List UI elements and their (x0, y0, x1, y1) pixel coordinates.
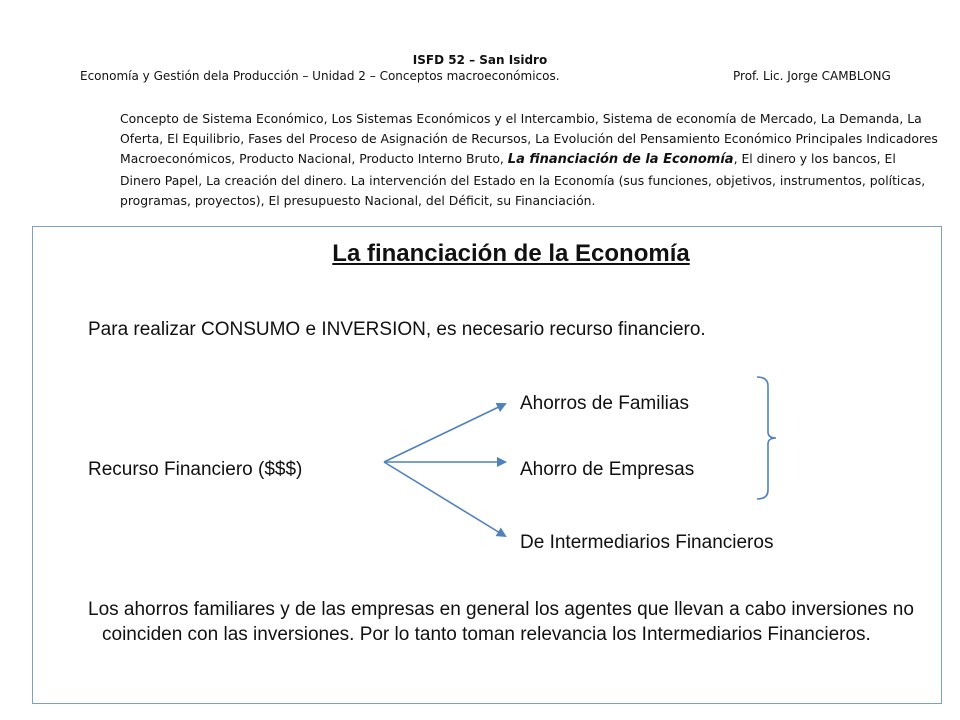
destination-families: Ahorros de Familias (520, 393, 689, 414)
header-institution: ISFD 52 – San Isidro (412, 53, 548, 67)
destination-intermediaries: De Intermediarios Financieros (520, 532, 774, 553)
slide-title: La financiación de la Economía (332, 240, 690, 267)
topics-highlight: La financiación de la Economía (507, 152, 734, 168)
conclusion-text: Los ahorros familiares y de las empresas en general los agentes que llevan a cabo inversiones no coinciden con las inversiones. Por lo tanto toman relevancia los Intermediarios Financieros. (88, 599, 914, 645)
source-label: Recurso Financiero ($$$) (88, 459, 303, 480)
topics-paragraph (120, 109, 940, 211)
topics-text-after: , El dinero y los bancos, El Dinero Papel, La creación del dinero. La intervención del Estado en la Economía (sus funciones, objetivos, instrumentos, políticas, programas, proyectos), El presupuesto Nacional, del Déficit, su Financiación. (120, 151, 926, 208)
destination-companies: Ahorro de Empresas (520, 459, 695, 480)
header-author: Prof. Lic. Jorge CAMBLONG (733, 69, 891, 83)
intro-text: Para realizar CONSUMO e INVERSION, es necesario recurso financiero. (88, 319, 706, 340)
topics-text-before: Concepto de Sistema Económico, Los Sistemas Económicos y el Intercambio, Sistema de economía de Mercado, La Demanda, La Oferta, El Equilibrio, Fases del Proceso de Asignación de Recursos, La Evolución del Pensamiento Económico Principales Indicadores Macroeconómicos, Producto Nacional, Producto Interno Bruto, (120, 111, 938, 167)
header-subtitle: Economía y Gestión dela Producción – Unidad 2 – Conceptos macroeconómicos. (80, 69, 560, 83)
